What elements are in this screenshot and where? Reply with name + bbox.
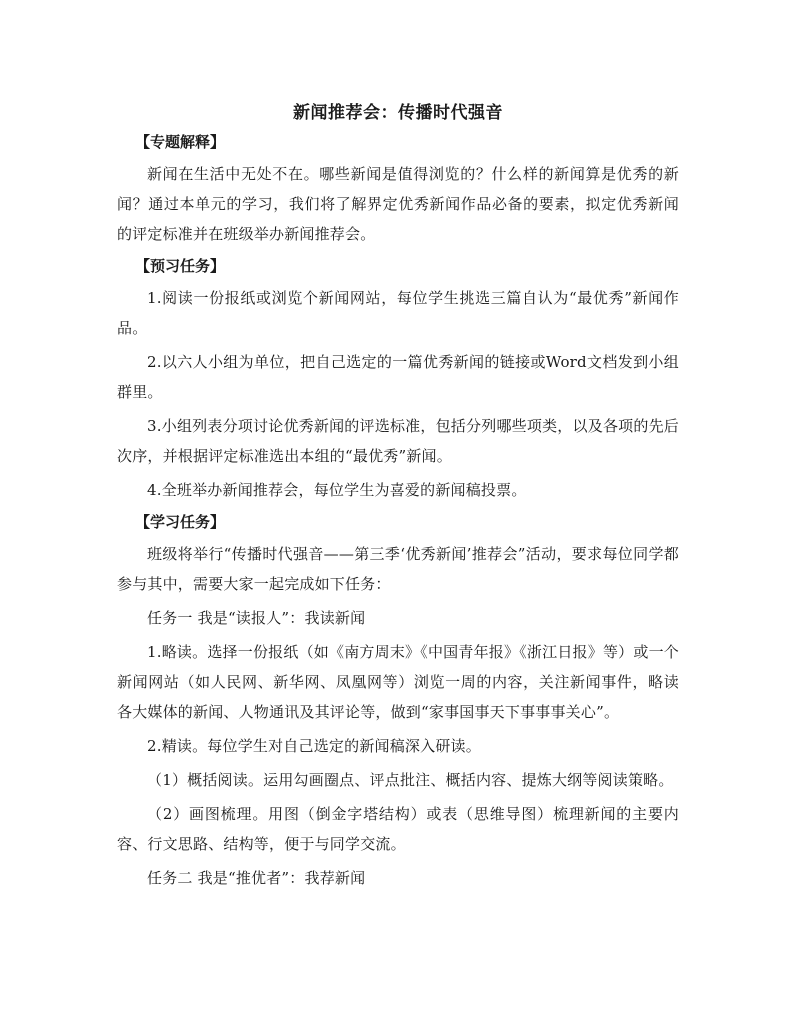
section-heading-preview-tasks: 【预习任务】 <box>135 257 226 275</box>
document-title: 新闻推荐会：传播时代强音 <box>293 103 503 123</box>
topic-explanation-paragraph: 新闻在生活中无处不在。哪些新闻是值得浏览的？什么样的新闻算是优秀的新闻？通过本单元的学习，我们将了解界定优秀新闻作品必备的要素，拟定优秀新闻的评定标准并在班级举办新闻推荐会。 <box>117 165 679 243</box>
section-heading-learning-tasks: 【学习任务】 <box>135 513 226 531</box>
task-one-diagram-sorting: （2）画图梳理。用图（倒金字塔结构）或表（思维导图）梳理新闻的主要内容、行文思路、结构等，便于与同学交流。 <box>117 805 679 853</box>
task-one-summary-reading: （1）概括阅读。运用勾画圈点、评点批注、概括内容、提炼大纲等阅读策略。 <box>147 771 674 789</box>
document-content <box>117 100 679 897</box>
task-one-skim-reading: 1.略读。选择一份报纸（如《南方周末》《中国青年报》《浙江日报》等）或一个新闻网站（如人民网、新华网、凤凰网等）浏览一周的内容，关注新闻事件，略读各大媒体的新闻、人物通讯及其评论等，做到“家事国事天下事事事关心”。 <box>117 643 679 721</box>
preview-task-3: 3.小组列表分项讨论优秀新闻的评选标准，包括分列哪些项类，以及各项的先后次序，并根据评定标准选出本组的“最优秀”新闻。 <box>117 417 679 465</box>
task-two-title: 任务二 我是“推优者”：我荐新闻 <box>147 869 366 887</box>
task-one-intensive-reading: 2.精读。每位学生对自己选定的新闻稿深入研读。 <box>147 737 481 755</box>
preview-task-1: 1.阅读一份报纸或浏览个新闻网站，每位学生挑选三篇自认为“最优秀”新闻作品。 <box>117 289 679 337</box>
task-one-title: 任务一 我是“读报人”：我读新闻 <box>147 609 366 627</box>
preview-task-4: 4.全班举办新闻推荐会，每位学生为喜爱的新闻稿投票。 <box>147 481 527 499</box>
learning-tasks-intro: 班级将举行“传播时代强音——第三季‘优秀新闻’推荐会”活动，要求每位同学都参与其中，需要大家一起完成如下任务： <box>117 545 679 593</box>
section-heading-topic-explanation: 【专题解释】 <box>135 133 226 151</box>
preview-task-2: 2.以六人小组为单位，把自己选定的一篇优秀新闻的链接或Word文档发到小组群里。 <box>117 353 679 401</box>
